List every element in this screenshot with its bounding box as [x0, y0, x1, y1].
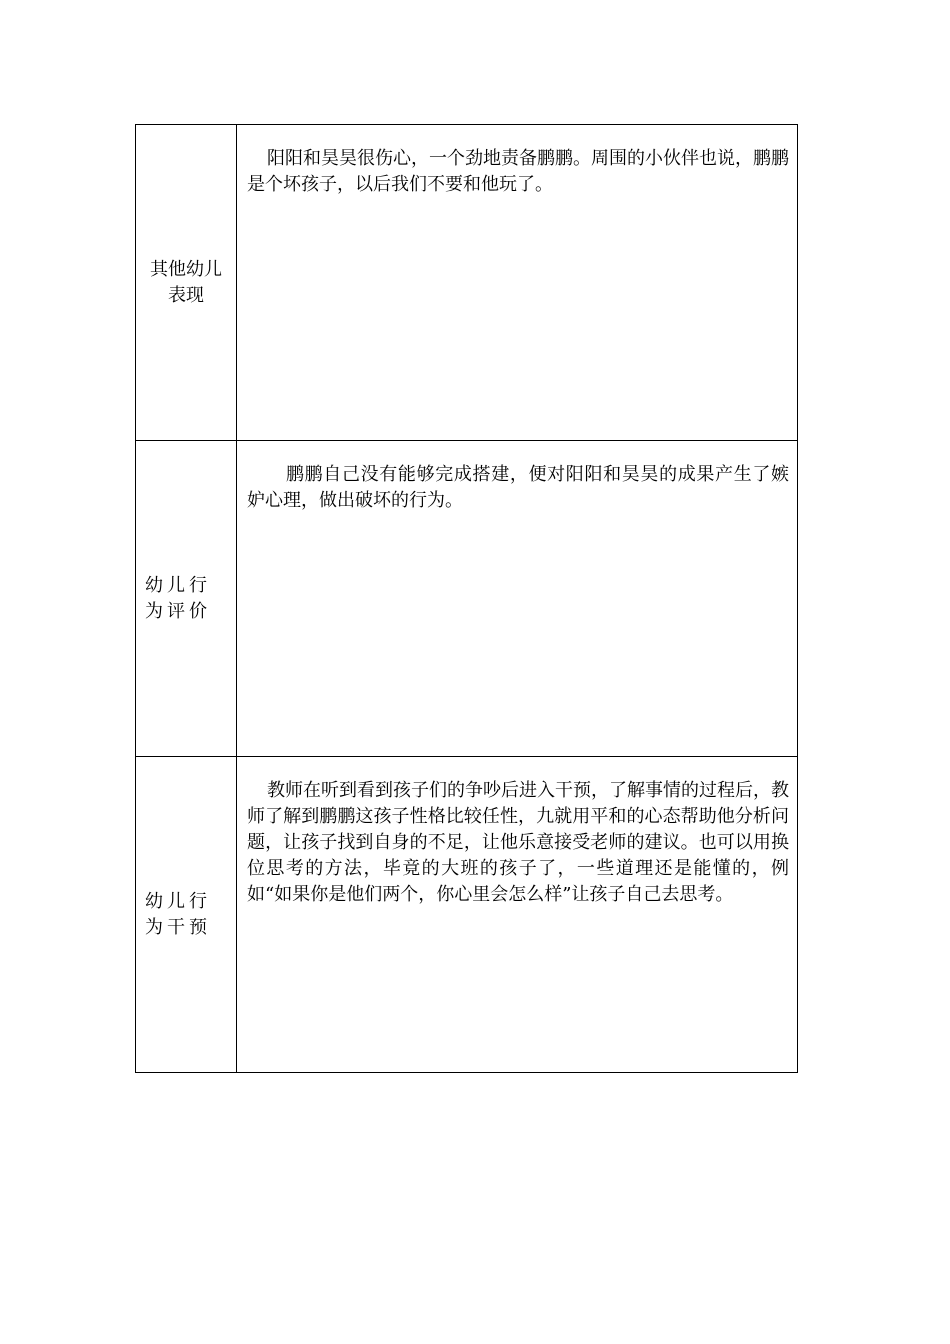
row-label-cell — [136, 125, 237, 441]
row-content-cell — [237, 125, 798, 441]
row-label-behavior-evaluation: 幼儿行为评价 — [145, 574, 211, 622]
row-content-behavior-evaluation: 鹏鹏自己没有能够完成搭建，便对阳阳和昊昊的成果产生了嫉妒心理，做出破坏的行为。 — [247, 464, 789, 511]
row-label-cell — [136, 757, 237, 1073]
row-content-behavior-intervention: 教师在听到看到孩子们的争吵后进入干预，了解事情的过程后，教师了解到鹏鹏这孩子性格比较任性，九就用平和的心态帮助他分析问题，让孩子找到自身的不足，让他乐意接受老师的建议。也可以用换位思考的方法，毕竟的大班的孩子了，一些道理还是能懂的，例如“如果你是他们两个，你心里会怎么样”让孩子自己去思考。 — [247, 780, 789, 905]
table-row — [136, 125, 798, 441]
row-content-cell — [237, 441, 798, 757]
row-content-other-children: 阳阳和昊昊很伤心，一个劲地责备鹏鹏。周围的小伙伴也说，鹏鹏是个坏孩子，以后我们不要和他玩了。 — [247, 148, 789, 195]
table-row — [136, 441, 798, 757]
observation-record-table — [135, 124, 798, 1073]
table-row — [136, 757, 798, 1073]
row-label-behavior-intervention: 幼儿行为干预 — [145, 890, 211, 938]
row-content-cell — [237, 757, 798, 1073]
row-label-cell — [136, 441, 237, 757]
row-label-other-children: 其他幼儿表现 — [150, 258, 222, 306]
